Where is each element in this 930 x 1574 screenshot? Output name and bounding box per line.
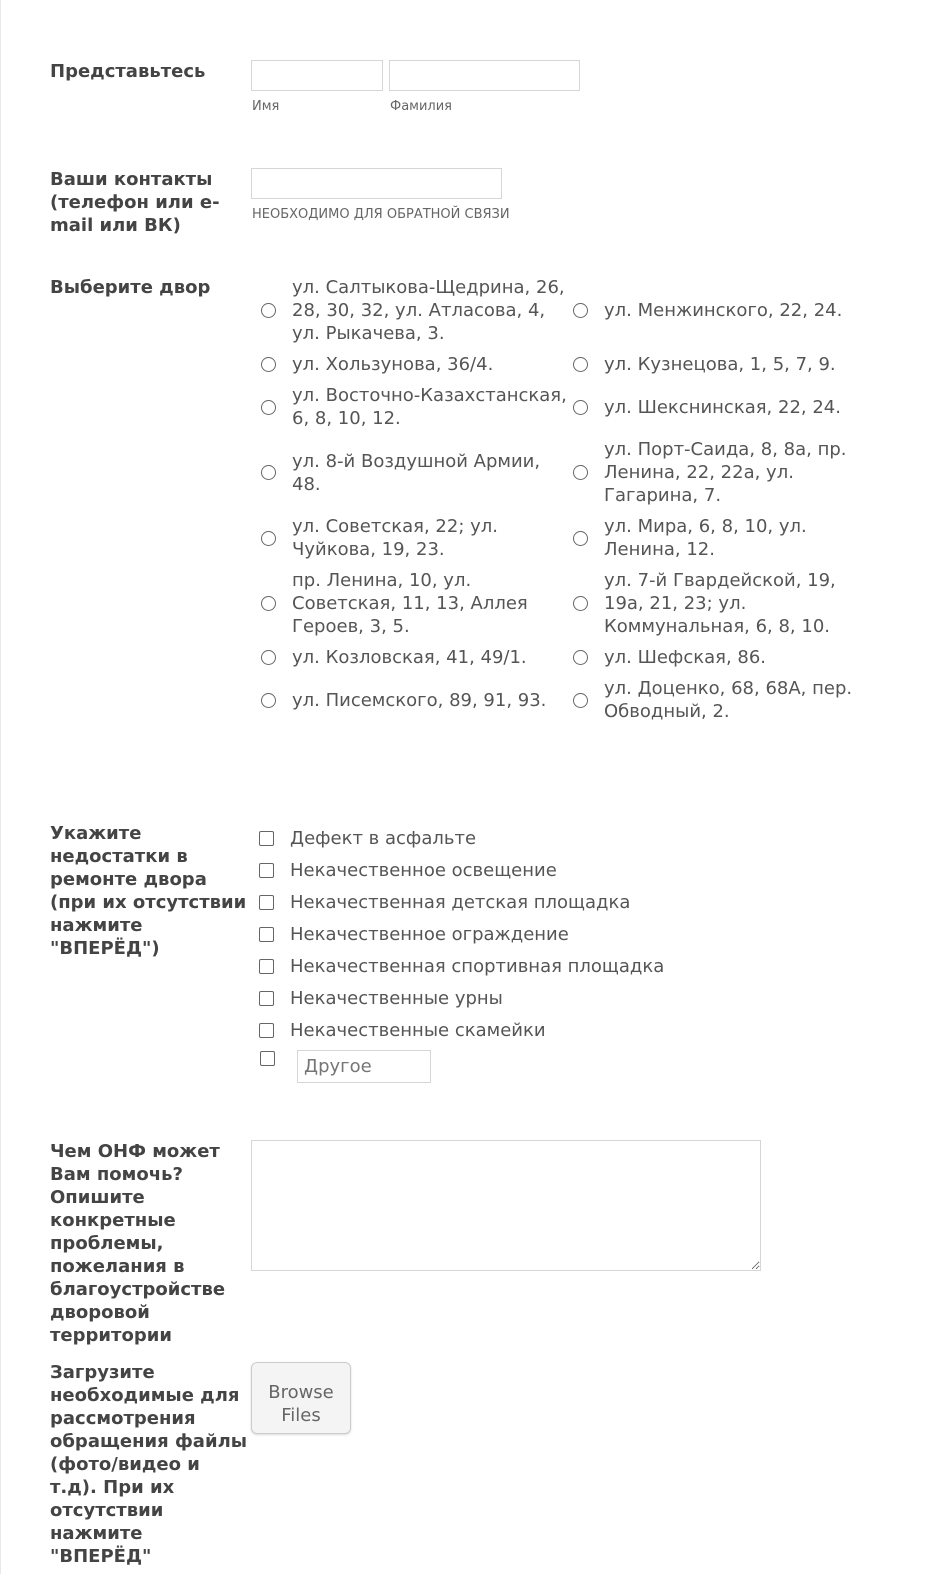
yard-label: Выберите двор [50,277,211,298]
yard-option[interactable] [258,515,570,561]
last-name-input[interactable] [389,60,580,91]
help-textarea[interactable] [251,1140,761,1271]
defect-option[interactable] [259,822,664,854]
yard-option-label: ул. Мира, 6, 8, 10, ул. Ленина, 12. [604,516,807,560]
yard-option[interactable] [258,276,570,345]
first-name-sublabel: Имя [252,99,280,114]
yard-option-label: ул. Салтыкова-Щедрина, 26, 28, 30, 32, ул. Атласова, 4, ул. Рыкачева, 3. [292,277,565,344]
yard-option-label: ул. Восточно-Казахстанская, 6, 8, 10, 12. [292,385,567,429]
other-checkbox[interactable] [260,1051,275,1066]
radio-button[interactable] [573,465,588,480]
yard-option[interactable] [570,646,870,669]
yard-option[interactable] [570,569,870,638]
defect-option-label: Некачественные скамейки [290,1019,546,1041]
yard-option[interactable] [258,677,570,723]
checkbox[interactable] [259,831,274,846]
radio-button[interactable] [261,465,276,480]
yard-option-label: ул. Писемского, 89, 91, 93. [292,689,547,711]
checkbox[interactable] [259,895,274,910]
defect-option[interactable] [259,950,664,982]
defects-label: Укажите недостатки в ремонте двора (при их отсутствии нажмите "ВПЕРЁД") [50,823,247,959]
other-input[interactable] [297,1050,431,1083]
defect-option[interactable] [259,854,664,886]
defect-option-label: Некачественное освещение [290,859,557,881]
name-label: Представьтесь [50,61,206,82]
radio-button[interactable] [573,357,588,372]
contacts-label: Ваши контакты (телефон или e-mail или ВК) [50,169,220,236]
checkbox[interactable] [259,927,274,942]
defect-option-label: Некачественные урны [290,987,503,1009]
yard-option[interactable] [570,353,870,376]
yard-option-label: ул. Шекснинская, 22, 24. [604,396,841,418]
yard-option[interactable] [570,276,870,345]
radio-button[interactable] [261,357,276,372]
yard-option[interactable] [258,438,570,507]
yard-option-label: ул. Порт-Саида, 8, 8а, пр. Ленина, 22, 22а, ул. Гагарина, 7. [604,439,847,506]
radio-button[interactable] [261,693,276,708]
defect-option-label: Дефект в асфальте [290,827,477,849]
radio-button[interactable] [573,693,588,708]
radio-button[interactable] [261,303,276,318]
radio-button[interactable] [573,531,588,546]
defect-option-label: Некачественное ограждение [290,923,569,945]
radio-button[interactable] [573,596,588,611]
checkbox[interactable] [259,959,274,974]
yard-option[interactable] [570,515,870,561]
yard-option-label: ул. Козловская, 41, 49/1. [292,647,527,668]
upload-label: Загрузите необходимые для рассмотрения обращения файлы (фото/видео и т.д). При их отсутствии нажмите "ВПЕРЁД" [50,1362,248,1567]
last-name-sublabel: Фамилия [390,99,452,114]
yard-option-label: ул. Шефская, 86. [604,647,767,668]
radio-button[interactable] [573,400,588,415]
checkbox[interactable] [259,863,274,878]
yard-option[interactable] [570,438,870,507]
yard-option[interactable] [258,569,570,638]
page-edge [0,0,1,1574]
checkbox[interactable] [259,991,274,1006]
defect-option-label: Некачественная спортивная площадка [290,955,665,977]
defect-option[interactable] [259,982,664,1014]
yard-option[interactable] [258,646,570,669]
yard-option[interactable] [258,384,570,430]
contacts-note: НЕОБХОДИМО ДЛЯ ОБРАТНОЙ СВЯЗИ [252,207,510,222]
contacts-input[interactable] [251,168,502,199]
yard-option-label: ул. Советская, 22; ул. Чуйкова, 19, 23. [292,516,498,560]
radio-button[interactable] [573,303,588,318]
defect-option-label: Некачественная детская площадка [290,891,631,913]
defect-option[interactable] [259,1014,664,1046]
defects-checkbox-group [259,822,664,1046]
yard-option-label: ул. Кузнецова, 1, 5, 7, 9. [604,354,836,375]
yard-option[interactable] [258,353,570,376]
radio-button[interactable] [261,400,276,415]
yard-option-label: пр. Ленина, 10, ул. Советская, 11, 13, Аллея Героев, 3, 5. [292,570,528,637]
yard-option-label: ул. Менжинского, 22, 24. [604,300,843,321]
yard-radio-group [258,276,870,723]
radio-button[interactable] [261,531,276,546]
first-name-input[interactable] [251,60,383,91]
browse-files-button[interactable]: Browse Files [251,1362,351,1434]
yard-option[interactable] [570,677,870,723]
yard-option-label: ул. 7-й Гвардейской, 19, 19а, 21, 23; ул. Коммунальная, 6, 8, 10. [604,570,836,637]
help-label: Чем ОНФ может Вам помочь? Опишите конкретные проблемы, пожелания в благоустройстве дворовой территории [50,1141,226,1346]
defect-option[interactable] [259,886,664,918]
yard-option-label: ул. Доценко, 68, 68А, пер. Обводный, 2. [604,678,853,722]
defect-option[interactable] [259,918,664,950]
checkbox[interactable] [259,1023,274,1038]
yard-option[interactable] [570,384,870,430]
radio-button[interactable] [261,650,276,665]
yard-option-label: ул. Хользунова, 36/4. [292,354,494,375]
radio-button[interactable] [261,596,276,611]
radio-button[interactable] [573,650,588,665]
yard-option-label: ул. 8-й Воздушной Армии, 48. [292,450,541,495]
